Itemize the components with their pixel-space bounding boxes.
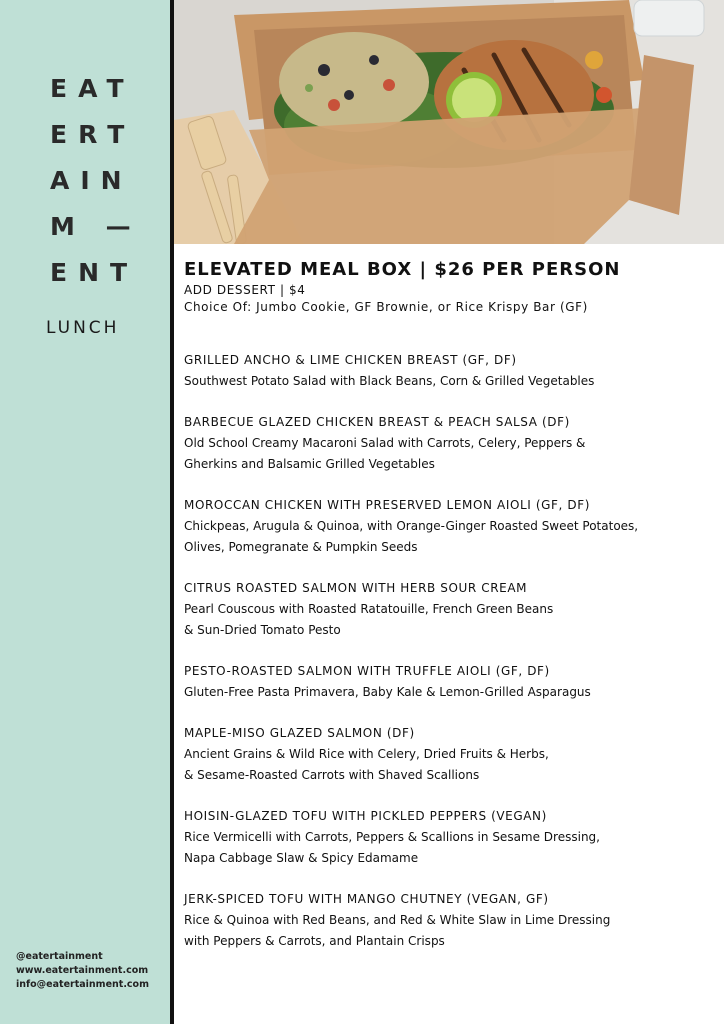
offer-block [184, 258, 716, 316]
menu-item-title: BARBECUE GLAZED CHICKEN BREAST & PEACH SALSA (DF) [184, 415, 570, 429]
menu-item-desc: Ancient Grains & Wild Rice with Celery, Dried Fruits & Herbs, & Sesame-Roasted Carrots with Shaved Scallions [184, 747, 549, 782]
logo-line: ENT [50, 258, 139, 287]
menu-item-desc: Rice Vermicelli with Carrots, Peppers & Scallions in Sesame Dressing, Napa Cabbage Slaw & Spicy Edamame [184, 830, 600, 865]
menu-item-desc: Pearl Couscous with Roasted Ratatouille, French Green Beans & Sun-Dried Tomato Pesto [184, 602, 554, 637]
menu-item [184, 806, 716, 869]
menu-item-desc: Southwest Potato Salad with Black Beans, Corn & Grilled Vegetables [184, 374, 595, 388]
menu-item [184, 661, 716, 703]
addon-choices: Choice Of: Jumbo Cookie, GF Brownie, or Rice Krispy Bar (GF) [184, 300, 588, 314]
menu-item-title: MOROCCAN CHICKEN WITH PRESERVED LEMON AIOLI (GF, DF) [184, 498, 590, 512]
sidebar [0, 0, 170, 1024]
menu-item-desc: Rice & Quinoa with Red Beans, and Red & White Slaw in Lime Dressing with Peppers & Carrots, and Plantain Crisps [184, 913, 611, 948]
menu-item-title: HOISIN-GLAZED TOFU WITH PICKLED PEPPERS (VEGAN) [184, 809, 547, 823]
menu-item-title: MAPLE-MISO GLAZED SALMON (DF) [184, 726, 415, 740]
menu-item [184, 723, 716, 786]
section-label: LUNCH [46, 318, 120, 338]
menu-item [184, 889, 716, 952]
logo-line: M — [50, 212, 142, 241]
logo-line: AIN [50, 166, 133, 195]
menu-item-desc: Old School Creamy Macaroni Salad with Carrots, Celery, Peppers & Gherkins and Balsamic Grilled Vegetables [184, 436, 586, 471]
menu-content [184, 258, 716, 972]
logo-line: EAT [50, 74, 135, 103]
menu-item [184, 578, 716, 641]
menu-item-title: CITRUS ROASTED SALMON WITH HERB SOUR CREAM [184, 581, 528, 595]
menu-item [184, 495, 716, 558]
menu-item-title: PESTO-ROASTED SALMON WITH TRUFFLE AIOLI (GF, DF) [184, 664, 550, 678]
brand-logo [50, 66, 142, 296]
meal-box-photo [174, 0, 724, 244]
email-link[interactable]: info@eatertainment.com [16, 979, 149, 990]
contact-info [16, 950, 149, 992]
menu-item-desc: Gluten-Free Pasta Primavera, Baby Kale & Lemon-Grilled Asparagus [184, 685, 591, 699]
menu-item [184, 350, 716, 392]
logo-line: ERT [50, 120, 136, 149]
menu-item-title: GRILLED ANCHO & LIME CHICKEN BREAST (GF, DF) [184, 353, 517, 367]
menu-item-desc: Chickpeas, Arugula & Quinoa, with Orange-Ginger Roasted Sweet Potatoes, Olives, Pomegranate & Pumpkin Seeds [184, 519, 639, 554]
website-link[interactable]: www.eatertainment.com [16, 965, 149, 976]
menu-item [184, 412, 716, 475]
addon-line: ADD DESSERT | $4 [184, 283, 306, 297]
page-title: ELEVATED MEAL BOX | $26 PER PERSON [184, 259, 621, 280]
social-handle[interactable]: @eatertainment [16, 951, 103, 962]
menu-item-title: JERK-SPICED TOFU WITH MANGO CHUTNEY (VEGAN, GF) [184, 892, 549, 906]
meal-box-illustration [174, 0, 724, 244]
